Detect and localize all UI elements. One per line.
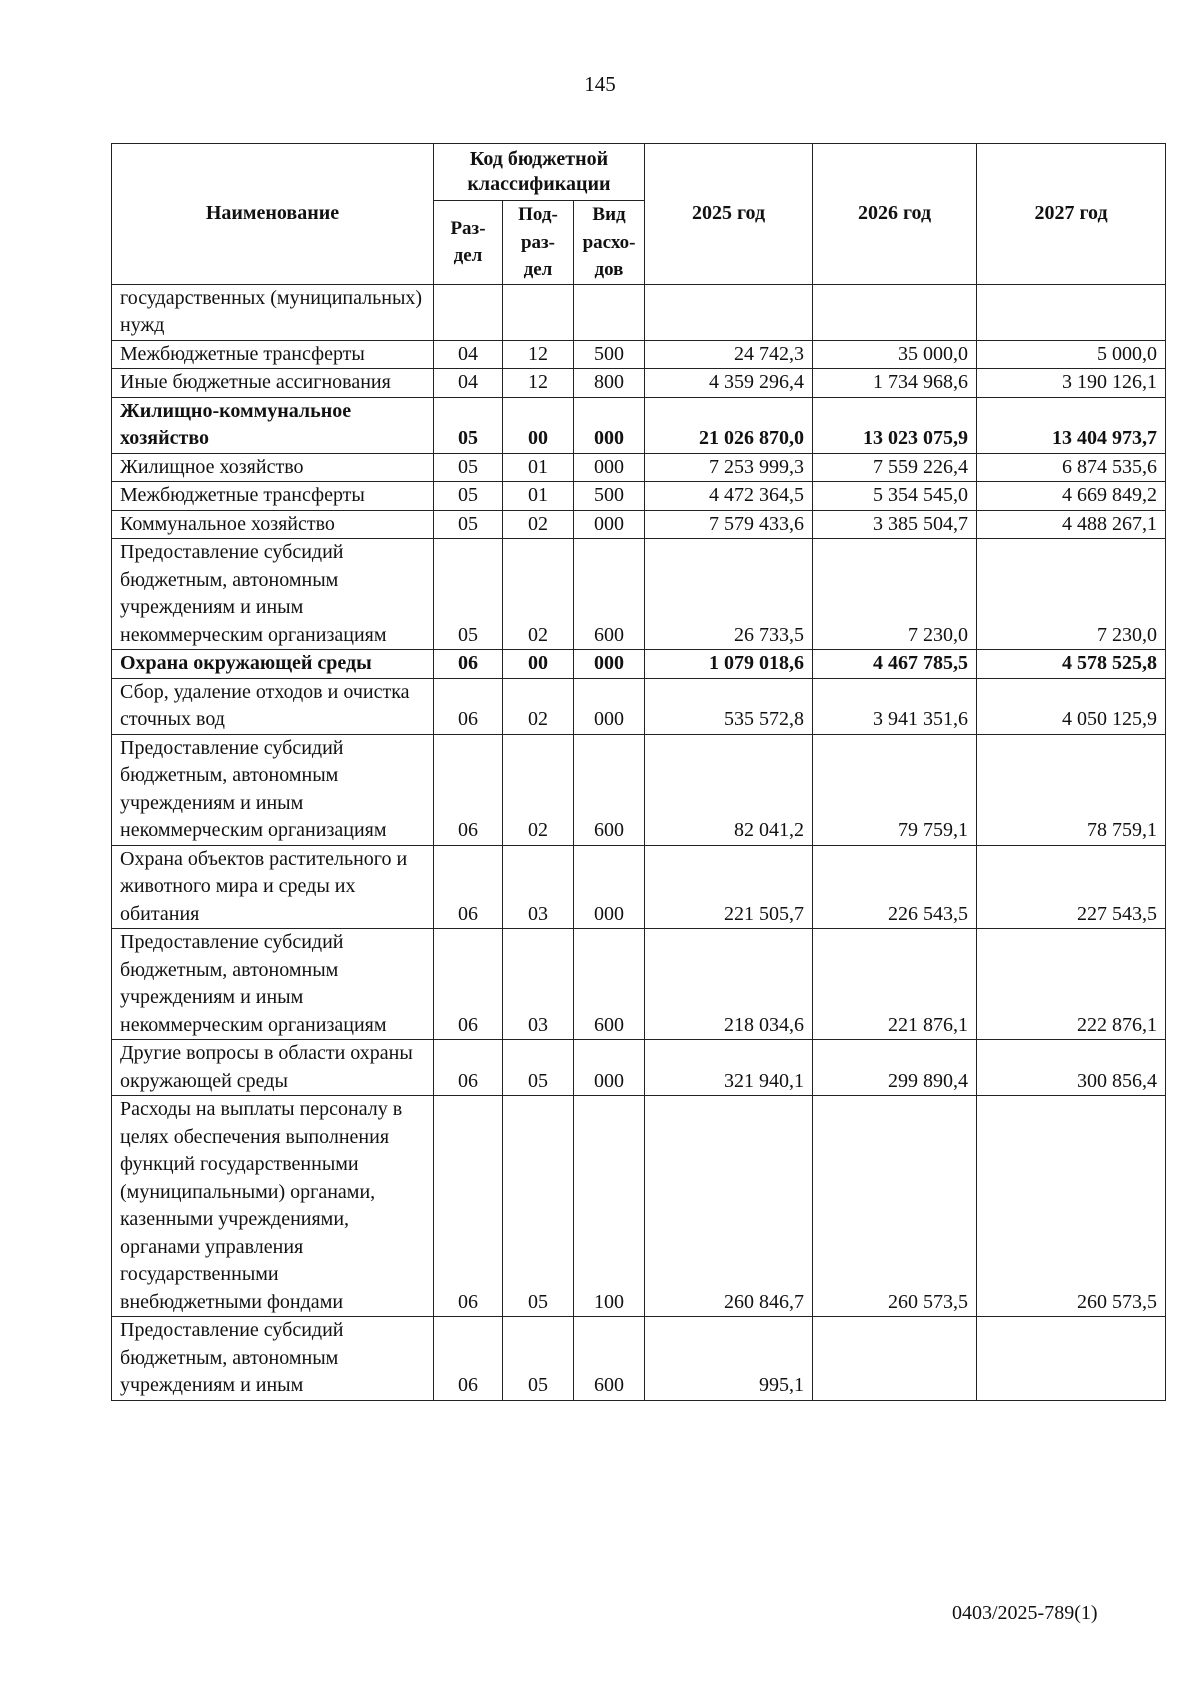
row-razdel: 05: [434, 453, 503, 482]
row-value-2027: [977, 284, 1166, 340]
table-row: [112, 284, 1166, 340]
row-vid: 800: [574, 369, 645, 398]
row-value-2025: 321 940,1: [645, 1040, 813, 1096]
table-row: [112, 482, 1166, 511]
row-value-2027: 7 230,0: [977, 539, 1166, 650]
row-value-2027: 6 874 535,6: [977, 453, 1166, 482]
row-value-2027: 13 404 973,7: [977, 397, 1166, 453]
row-vid: 000: [574, 678, 645, 734]
table-row: [112, 1040, 1166, 1096]
row-value-2025: 24 742,3: [645, 340, 813, 369]
table-row: [112, 397, 1166, 453]
row-razdel: 06: [434, 1040, 503, 1096]
row-name: Предоставление субсидий бюджетным, автономным учреждениям и иным некоммерческим организациям: [112, 539, 434, 650]
table-row: [112, 453, 1166, 482]
row-value-2025: 21 026 870,0: [645, 397, 813, 453]
row-vid: 600: [574, 539, 645, 650]
row-value-2025: 4 472 364,5: [645, 482, 813, 511]
row-value-2025: 7 253 999,3: [645, 453, 813, 482]
row-value-2026: 3 385 504,7: [813, 510, 977, 539]
row-value-2026: 7 559 226,4: [813, 453, 977, 482]
row-value-2027: [977, 1317, 1166, 1401]
row-name: Предоставление субсидий бюджетным, автономным учреждениям и иным некоммерческим организациям: [112, 734, 434, 845]
row-value-2025: 218 034,6: [645, 929, 813, 1040]
row-value-2025: 995,1: [645, 1317, 813, 1401]
row-value-2025: 221 505,7: [645, 845, 813, 929]
row-vid: 000: [574, 650, 645, 679]
row-name: Охрана объектов растительного и животного мира и среды их обитания: [112, 845, 434, 929]
row-value-2026: 5 354 545,0: [813, 482, 977, 511]
header-vid: Вид расхо-дов: [574, 201, 645, 285]
table-row: [112, 929, 1166, 1040]
row-value-2026: 226 543,5: [813, 845, 977, 929]
row-value-2026: 221 876,1: [813, 929, 977, 1040]
table-row: [112, 1096, 1166, 1317]
row-razdel: 06: [434, 1317, 503, 1401]
row-vid: 000: [574, 1040, 645, 1096]
header-razdel: Раз-дел: [434, 201, 503, 285]
row-value-2025: 4 359 296,4: [645, 369, 813, 398]
table-row: [112, 678, 1166, 734]
row-value-2026: 260 573,5: [813, 1096, 977, 1317]
row-name: Сбор, удаление отходов и очистка сточных вод: [112, 678, 434, 734]
row-razdel: 05: [434, 539, 503, 650]
row-value-2027: 227 543,5: [977, 845, 1166, 929]
row-razdel: 06: [434, 929, 503, 1040]
header-2026: 2026 год: [813, 144, 977, 285]
row-name: Предоставление субсидий бюджетным, автономным учреждениям и иным: [112, 1317, 434, 1401]
row-podrazdel: 00: [503, 650, 574, 679]
row-podrazdel: 05: [503, 1317, 574, 1401]
table-row: [112, 510, 1166, 539]
row-value-2026: 79 759,1: [813, 734, 977, 845]
row-podrazdel: 01: [503, 453, 574, 482]
row-value-2025: [645, 284, 813, 340]
table-row: [112, 734, 1166, 845]
row-name: Предоставление субсидий бюджетным, автономным учреждениям и иным некоммерческим организациям: [112, 929, 434, 1040]
row-value-2025: 535 572,8: [645, 678, 813, 734]
row-vid: 000: [574, 453, 645, 482]
row-vid: 600: [574, 929, 645, 1040]
row-value-2025: 260 846,7: [645, 1096, 813, 1317]
row-podrazdel: 00: [503, 397, 574, 453]
row-razdel: 06: [434, 650, 503, 679]
row-podrazdel: 02: [503, 510, 574, 539]
row-value-2026: 4 467 785,5: [813, 650, 977, 679]
table-row: [112, 845, 1166, 929]
table-body: [112, 284, 1166, 1400]
row-value-2027: 4 488 267,1: [977, 510, 1166, 539]
row-name: Межбюджетные трансферты: [112, 340, 434, 369]
row-razdel: 04: [434, 340, 503, 369]
row-podrazdel: 03: [503, 845, 574, 929]
row-vid: 500: [574, 482, 645, 511]
row-name: Расходы на выплаты персоналу в целях обеспечения выполнения функций государственными (муниципальными) органами, казенными учреждениями, органами управления государственными внебюджетными фондами: [112, 1096, 434, 1317]
row-razdel: 06: [434, 845, 503, 929]
row-value-2027: 3 190 126,1: [977, 369, 1166, 398]
row-vid: 000: [574, 510, 645, 539]
row-podrazdel: 03: [503, 929, 574, 1040]
row-razdel: 06: [434, 1096, 503, 1317]
row-podrazdel: 05: [503, 1040, 574, 1096]
row-value-2027: 222 876,1: [977, 929, 1166, 1040]
row-value-2026: [813, 284, 977, 340]
row-value-2027: 300 856,4: [977, 1040, 1166, 1096]
row-vid: 600: [574, 1317, 645, 1401]
row-name: Иные бюджетные ассигнования: [112, 369, 434, 398]
row-name: Коммунальное хозяйство: [112, 510, 434, 539]
row-razdel: 05: [434, 482, 503, 511]
table-row: [112, 340, 1166, 369]
table-row: [112, 369, 1166, 398]
row-name: Межбюджетные трансферты: [112, 482, 434, 511]
header-code-group: Код бюджетной классификации: [434, 144, 645, 201]
row-podrazdel: [503, 284, 574, 340]
row-podrazdel: 12: [503, 340, 574, 369]
row-value-2025: 82 041,2: [645, 734, 813, 845]
row-razdel: 04: [434, 369, 503, 398]
row-value-2026: 13 023 075,9: [813, 397, 977, 453]
header-2027: 2027 год: [977, 144, 1166, 285]
row-name: государственных (муниципальных) нужд: [112, 284, 434, 340]
row-value-2027: 5 000,0: [977, 340, 1166, 369]
table-row: [112, 1317, 1166, 1401]
row-podrazdel: 12: [503, 369, 574, 398]
row-value-2026: 299 890,4: [813, 1040, 977, 1096]
row-value-2026: [813, 1317, 977, 1401]
header-2025: 2025 год: [645, 144, 813, 285]
budget-table: [111, 143, 1166, 1401]
document-number: 0403/2025-789(1): [952, 1602, 1098, 1624]
row-podrazdel: 02: [503, 734, 574, 845]
row-razdel: [434, 284, 503, 340]
row-value-2026: 7 230,0: [813, 539, 977, 650]
row-razdel: 05: [434, 510, 503, 539]
row-podrazdel: 02: [503, 539, 574, 650]
row-name: Охрана окружающей среды: [112, 650, 434, 679]
row-name: Жилищное хозяйство: [112, 453, 434, 482]
row-value-2027: 4 050 125,9: [977, 678, 1166, 734]
row-value-2027: 4 669 849,2: [977, 482, 1166, 511]
row-value-2025: 1 079 018,6: [645, 650, 813, 679]
row-value-2027: 78 759,1: [977, 734, 1166, 845]
row-vid: [574, 284, 645, 340]
row-name: Жилищно-коммунальное хозяйство: [112, 397, 434, 453]
row-razdel: 05: [434, 397, 503, 453]
row-value-2025: 7 579 433,6: [645, 510, 813, 539]
row-vid: 000: [574, 845, 645, 929]
row-podrazdel: 02: [503, 678, 574, 734]
row-vid: 600: [574, 734, 645, 845]
row-name: Другие вопросы в области охраны окружающей среды: [112, 1040, 434, 1096]
row-value-2027: 260 573,5: [977, 1096, 1166, 1317]
header-podrazdel: Под-раз-дел: [503, 201, 574, 285]
row-value-2027: 4 578 525,8: [977, 650, 1166, 679]
table-row: [112, 650, 1166, 679]
row-value-2026: 3 941 351,6: [813, 678, 977, 734]
row-value-2025: 26 733,5: [645, 539, 813, 650]
row-value-2026: 35 000,0: [813, 340, 977, 369]
row-vid: 000: [574, 397, 645, 453]
row-razdel: 06: [434, 734, 503, 845]
page-number: 145: [584, 72, 616, 96]
row-podrazdel: 05: [503, 1096, 574, 1317]
row-podrazdel: 01: [503, 482, 574, 511]
row-vid: 100: [574, 1096, 645, 1317]
row-razdel: 06: [434, 678, 503, 734]
header-name: Наименование: [112, 144, 434, 285]
row-value-2026: 1 734 968,6: [813, 369, 977, 398]
row-vid: 500: [574, 340, 645, 369]
table-row: [112, 539, 1166, 650]
